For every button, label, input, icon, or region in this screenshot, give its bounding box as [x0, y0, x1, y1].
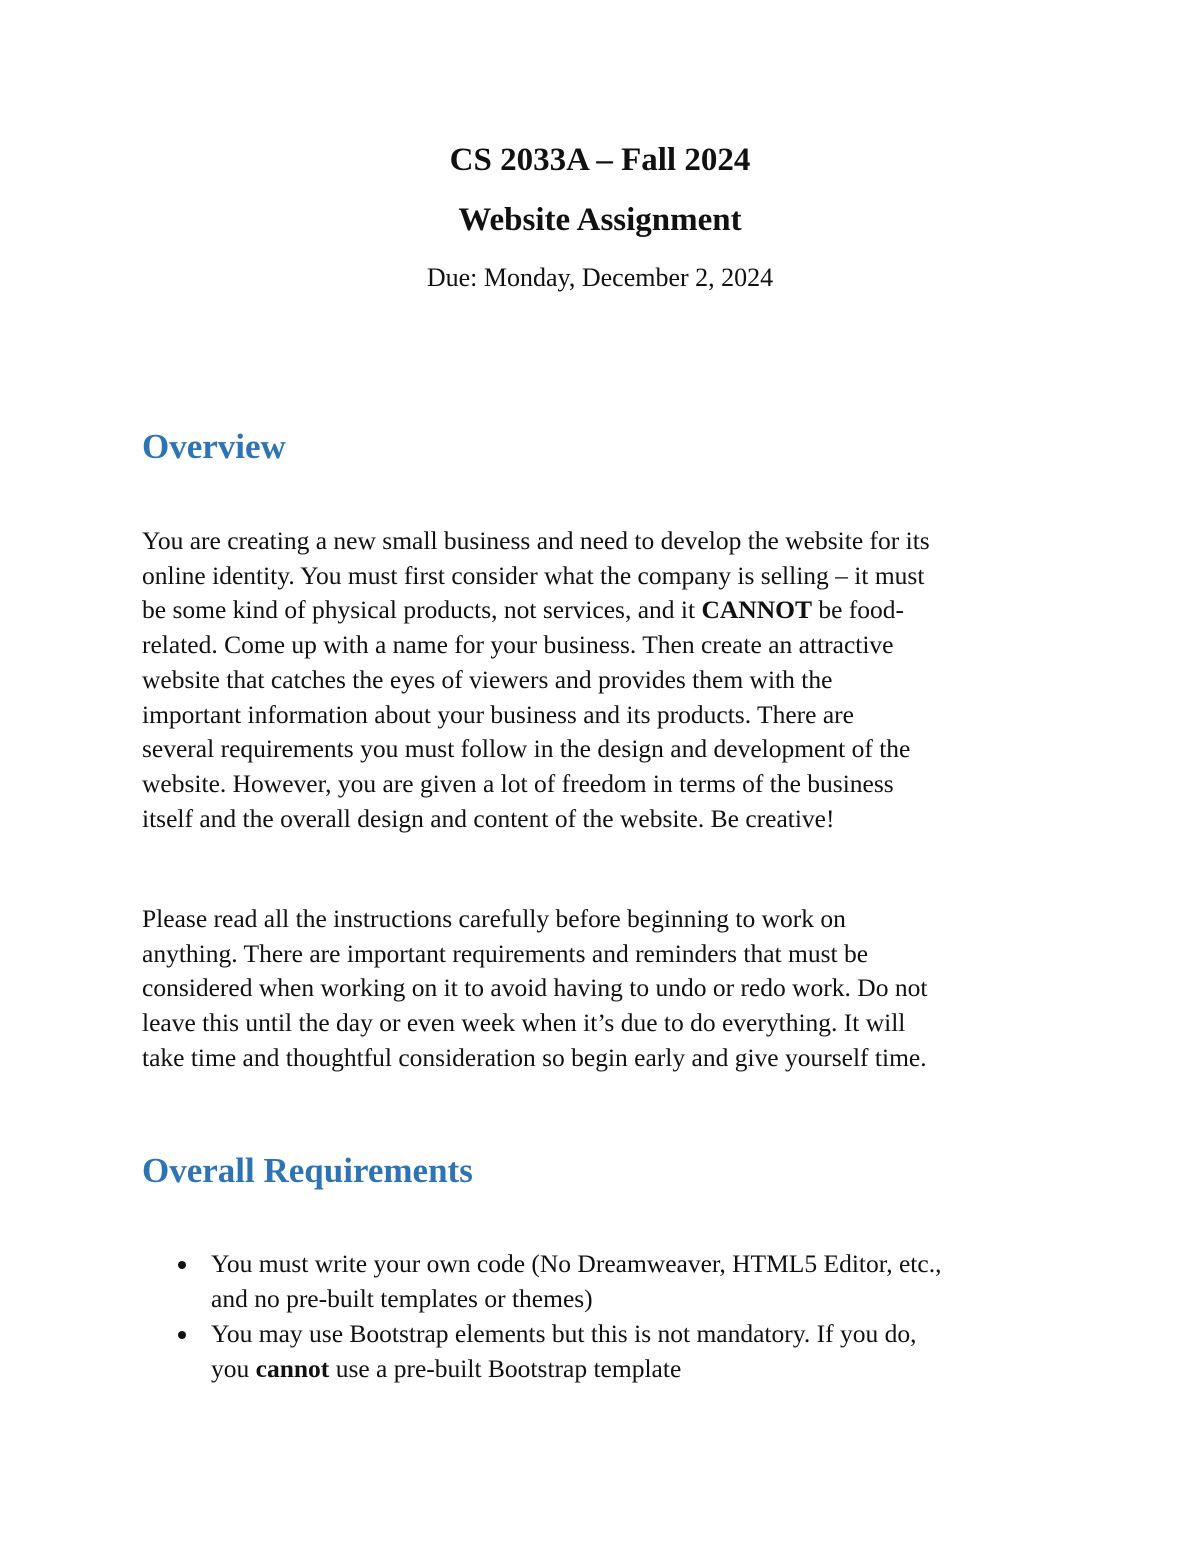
overview-paragraph-1 [142, 524, 930, 836]
text-line: and no pre-built templates or themes) [211, 1283, 593, 1313]
course-title: CS 2033A – Fall 2024 [449, 142, 751, 178]
bullet-icon [178, 1331, 186, 1339]
text-segment: be food- [811, 595, 905, 625]
overview-paragraph-2 [142, 902, 927, 1076]
text-segment: you [211, 1353, 256, 1383]
text-line: considered when working on it to avoid having to undo or redo work. Do not [142, 973, 928, 1003]
text-line: website that catches the eyes of viewers and provides them with the [142, 664, 833, 694]
text-line: website. However, you are given a lot of freedom in terms of the business [142, 768, 894, 798]
text-segment: use a pre-built Bootstrap template [329, 1353, 682, 1383]
assignment-title: Website Assignment [458, 202, 742, 238]
text-line: anything. There are important requirements and reminders that must be [142, 938, 869, 968]
text-line: leave this until the day or even week when it’s due to do everything. It will [142, 1008, 906, 1038]
bullet-icon [178, 1261, 186, 1269]
text-line: You may use Bootstrap elements but this is not mandatory. If you do, [211, 1318, 917, 1348]
list-item [142, 1317, 941, 1387]
text-line: You must write your own code (No Dreamweaver, HTML5 Editor, etc., [211, 1249, 942, 1278]
emphasis-cannot: CANNOT [701, 595, 812, 625]
text-line: You are creating a new small business and need to develop the website for its [142, 526, 930, 555]
emphasis-cannot: cannot [255, 1353, 330, 1383]
text-line: several requirements you must follow in the design and development of the [142, 734, 911, 764]
text-line [142, 593, 930, 628]
text-line: take time and thoughtful consideration so begin early and give yourself time. [142, 1042, 927, 1072]
text-line [211, 1352, 941, 1387]
text-line: itself and the overall design and content of the website. Be creative! [142, 803, 835, 833]
list-item [142, 1247, 941, 1317]
text-line: related. Come up with a name for your business. Then create an attractive [142, 630, 894, 660]
text-line: online identity. You must first consider what the company is selling – it must [142, 560, 925, 590]
overview-heading: Overview [142, 427, 286, 466]
due-date: Due: Monday, December 2, 2024 [426, 263, 774, 292]
requirements-list [142, 1247, 941, 1387]
text-line: Please read all the instructions carefully before beginning to work on [142, 904, 846, 933]
requirements-heading: Overall Requirements [142, 1151, 473, 1190]
text-segment: be some kind of physical products, not services, and it [142, 595, 702, 625]
text-line: important information about your business and its products. There are [142, 699, 854, 729]
